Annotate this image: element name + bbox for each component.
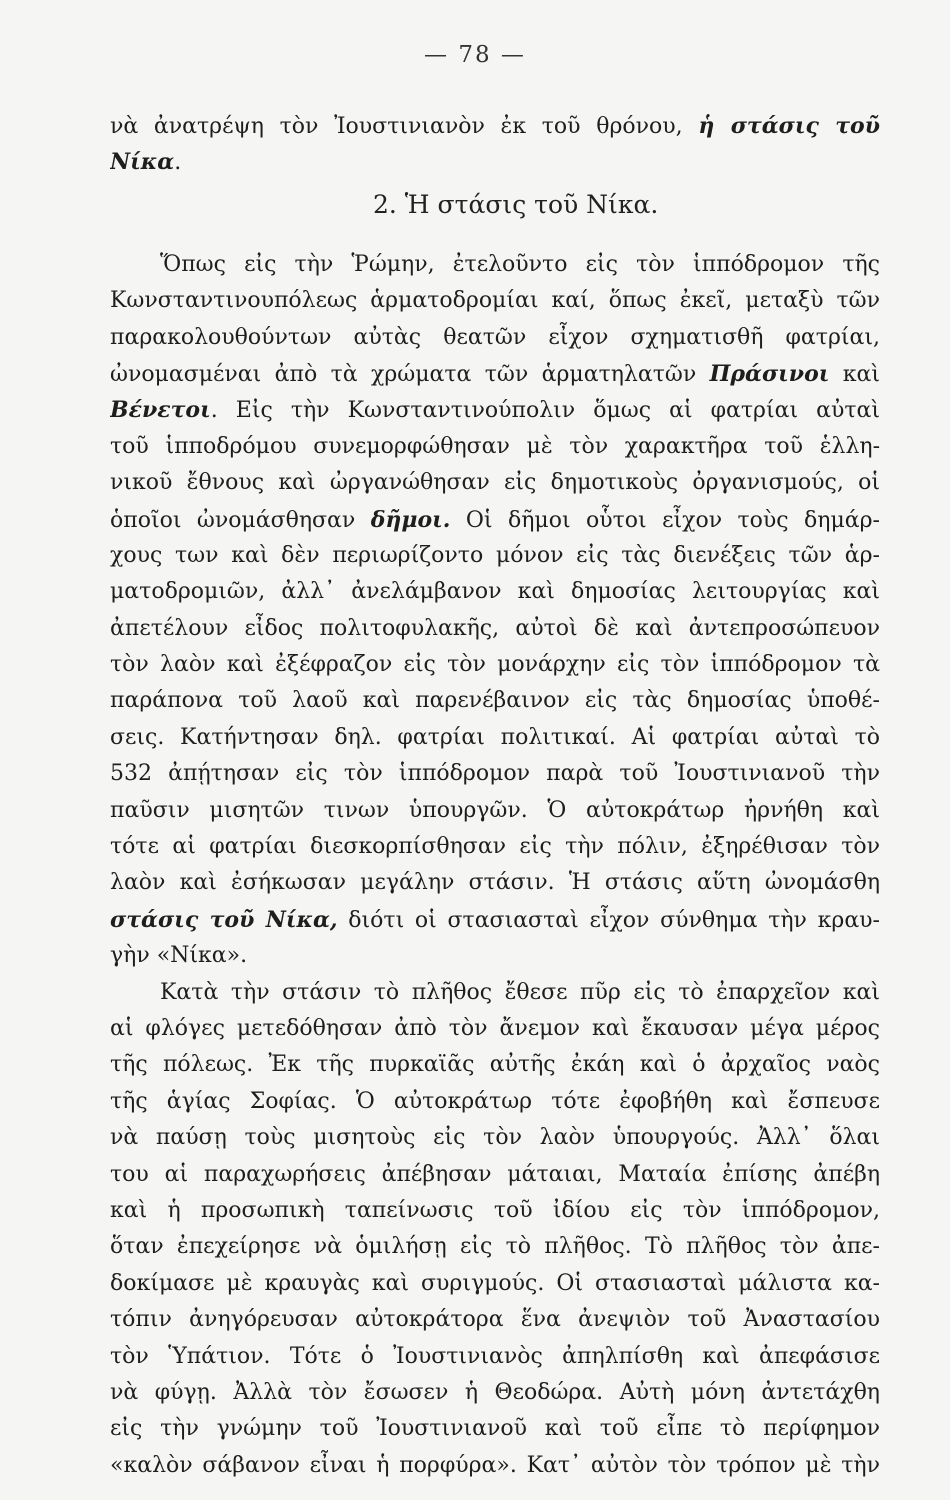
text-segment: νὰ φύγῃ. Ἀλλὰ τὸν ἔσωσεν ἡ Θεοδώρα. Αὐτὴ μόνη ἀντετάχθη <box>110 1379 880 1405</box>
text-line <box>110 108 880 144</box>
text-segment: νικοῦ ἔθνους καὶ ὠργανώθησαν εἰς δημοτικοὺς ὀργανισμούς, οἱ <box>110 470 880 496</box>
text-line <box>110 938 880 974</box>
text-segment: ὅταν ἐπεχείρησε νὰ ὁμιλήσῃ εἰς τὸ πλῆθος. Τὸ πλῆθος τὸν ἀπε- <box>110 1234 880 1260</box>
text-line <box>110 465 880 501</box>
text-line <box>110 1448 880 1484</box>
text-line <box>110 574 880 610</box>
text-segment: τῆς πόλεως. Ἐκ τῆς πυρκαϊᾶς αὐτῆς ἐκάη καὶ ὁ ἀρχαῖος ναὸς <box>110 1052 880 1078</box>
text-line <box>110 1157 880 1193</box>
text-segment: 532 ἀπῄτησαν εἰς τὸν ἱππόδρομον παρὰ τοῦ Ἰουστινιανοῦ τὴν <box>110 761 880 787</box>
text-line <box>110 1339 880 1375</box>
text-segment: νὰ παύσῃ τοὺς μισητοὺς εἰς τὸν λαὸν ὑπουργούς. Ἀλλ᾽ ὅλαι <box>110 1125 880 1151</box>
text-segment: νὰ ἀνατρέψη τὸν Ἰουστινιανὸν ἐκ τοῦ θρόνου, <box>110 114 699 139</box>
text-line <box>110 865 880 901</box>
text-line <box>110 1411 880 1447</box>
emphasis-text: ἡ στάσις τοῦ <box>698 113 880 139</box>
text-line <box>110 1011 880 1047</box>
text-line <box>110 1302 880 1338</box>
text-segment: ματοδρομιῶν, ἀλλ᾽ ἀνελάμβανον καὶ δημοσίας λειτουργίας καὶ <box>110 579 880 605</box>
text-line <box>110 793 880 829</box>
text-line <box>110 683 880 719</box>
text-segment: τοῦ ἱπποδρόμου συνεμορφώθησαν μὲ τὸν χαρακτῆρα τοῦ ἑλλη- <box>110 433 880 459</box>
text-line <box>110 144 880 180</box>
text-segment: Κατὰ τὴν στάσιν τὸ πλῆθος ἔθεσε πῦρ εἰς τὸ ἐπαρχεῖον καὶ <box>160 979 880 1005</box>
emphasis-text: δῆμοι. <box>370 506 451 533</box>
text-line <box>110 720 880 756</box>
text-segment: Οἱ δῆμοι οὗτοι εἶχον τοὺς δημάρ- <box>450 507 880 533</box>
text-line <box>110 392 880 428</box>
emphasis-text: Πράσινοι <box>709 360 830 387</box>
text-segment: τότε αἱ φατρίαι διεσκορπίσθησαν εἰς τὴν πόλιν, ἐξηρέθισαν τὸν <box>110 834 880 860</box>
section-heading: 2. Ἡ στάσις τοῦ Νίκα. <box>373 189 659 219</box>
text-line <box>110 1047 880 1083</box>
emphasis-text: Βένετοι <box>110 397 211 424</box>
text-segment: χους των καὶ δὲν περιωρίζοντο μόνον εἰς τὰς διενέξεις τῶν ἁρ- <box>110 542 880 568</box>
text-line <box>110 502 880 538</box>
text-line <box>110 1120 880 1156</box>
text-line <box>110 538 880 574</box>
text-line <box>110 356 880 392</box>
text-segment: ὁποῖοι ὠνομάσθησαν <box>110 507 371 533</box>
spacer <box>110 229 880 247</box>
text-segment: παῦσιν μισητῶν τινων ὑπουργῶν. Ὁ αὐτοκράτωρ ἠρνήθη καὶ <box>110 797 880 823</box>
text-line <box>110 283 880 319</box>
text-line <box>110 756 880 792</box>
emphasis-text: Νίκα <box>110 149 175 176</box>
text-segment: τόπιν ἀνηγόρευσαν αὐτοκράτορα ἕνα ἀνεψιὸν τοῦ Ἀναστασίου <box>110 1307 880 1333</box>
text-segment: δοκίμασε μὲ κραυγὰς καὶ συριγμούς. Οἱ στασιασταὶ μάλιστα κα- <box>110 1270 880 1296</box>
page-number: — 78 — <box>424 42 526 68</box>
text-line <box>110 1193 880 1229</box>
text-line <box>110 429 880 465</box>
text-line <box>110 1266 880 1302</box>
text-line <box>110 1229 880 1265</box>
text-line <box>110 1084 880 1120</box>
text-segment: γὴν «Νίκα». <box>110 943 248 969</box>
text-line <box>110 247 880 283</box>
text-segment: ἀπετέλουν εἶδος πολιτοφυλακῆς, αὐτοὶ δὲ καὶ ἀντεπροσώπευον <box>110 615 880 641</box>
text-segment: καὶ ἡ προσωπικὴ ταπείνωσις τοῦ ἰδίου εἰς τὸν ἱππόδρομον, <box>110 1197 880 1223</box>
text-segment: εἰς τὴν γνώμην τοῦ Ἰουστινιανοῦ καὶ τοῦ εἶπε τὸ περίφημον <box>110 1416 880 1442</box>
text-segment: καὶ <box>829 361 880 387</box>
text-segment: λαὸν καὶ ἐσήκωσαν μεγάλην στάσιν. Ἡ στάσις αὕτη ὠνομάσθη <box>110 870 880 896</box>
text-line <box>110 829 880 865</box>
text-segment: τῆς ἁγίας Σοφίας. Ὁ αὐτοκράτωρ τότε ἐφοβήθη καὶ ἔσπευσε <box>110 1088 880 1114</box>
text-line <box>110 975 880 1011</box>
text-line <box>110 902 880 938</box>
text-line <box>110 611 880 647</box>
text-segment: αἱ φλόγες μετεδόθησαν ἀπὸ τὸν ἄνεμον καὶ ἔκαυσαν μέγα μέρος <box>110 1015 880 1041</box>
text-segment: τὸν λαὸν καὶ ἐξέφραζον εἰς τὸν μονάρχην εἰς τὸν ἱππόδρομον τὰ <box>110 652 880 678</box>
body-text <box>110 108 880 1484</box>
text-segment: . Εἰς τὴν Κωνσταντινούπολιν ὅμως αἱ φατρίαι αὐταὶ <box>210 398 880 424</box>
text-segment: . <box>174 150 182 176</box>
text-line <box>110 1375 880 1411</box>
text-line <box>110 647 880 683</box>
text-segment: διότι οἱ στασιασταὶ εἶχον σύνθημα τὴν κραυ- <box>337 907 880 933</box>
text-segment: Κωνσταντινουπόλεως ἁρματοδρομίαι καί, ὅπως ἐκεῖ, μεταξὺ τῶν <box>110 288 880 314</box>
text-segment: του αἱ παραχωρήσεις ἀπέβησαν μάταιαι, Ματαία ἐπίσης ἀπέβη <box>110 1161 880 1187</box>
text-segment: ὠνομασμέναι ἀπὸ τὰ χρώματα τῶν ἁρματηλατῶν <box>110 361 710 387</box>
text-segment: Ὅπως εἰς τὴν Ῥώμην, ἐτελοῦντο εἰς τὸν ἱππόδρομον τῆς <box>160 251 880 277</box>
text-segment: τὸν Ὑπάτιον. Τότε ὁ Ἰουστινιανὸς ἀπηλπίσθη καὶ ἀπεφάσισε <box>110 1343 880 1369</box>
emphasis-text: στάσις τοῦ Νίκα, <box>110 906 338 933</box>
text-line <box>110 320 880 356</box>
text-segment: παρακολουθούντων αὐτὰς θεατῶν εἶχον σχηματισθῆ φατρίαι, <box>110 324 880 350</box>
text-segment: παράπονα τοῦ λαοῦ καὶ παρενέβαινον εἰς τὰς δημοσίας ὑποθέ- <box>110 688 880 714</box>
text-segment: σεις. Κατήντησαν δηλ. φατρίαι πολιτικαί. Αἱ φατρίαι αὐταὶ τὸ <box>110 724 880 750</box>
text-segment: «καλὸν σάβανον εἶναι ἡ πορφύρα». Κατ᾽ αὐτὸν τὸν τρόπον μὲ τὴν <box>110 1452 880 1478</box>
